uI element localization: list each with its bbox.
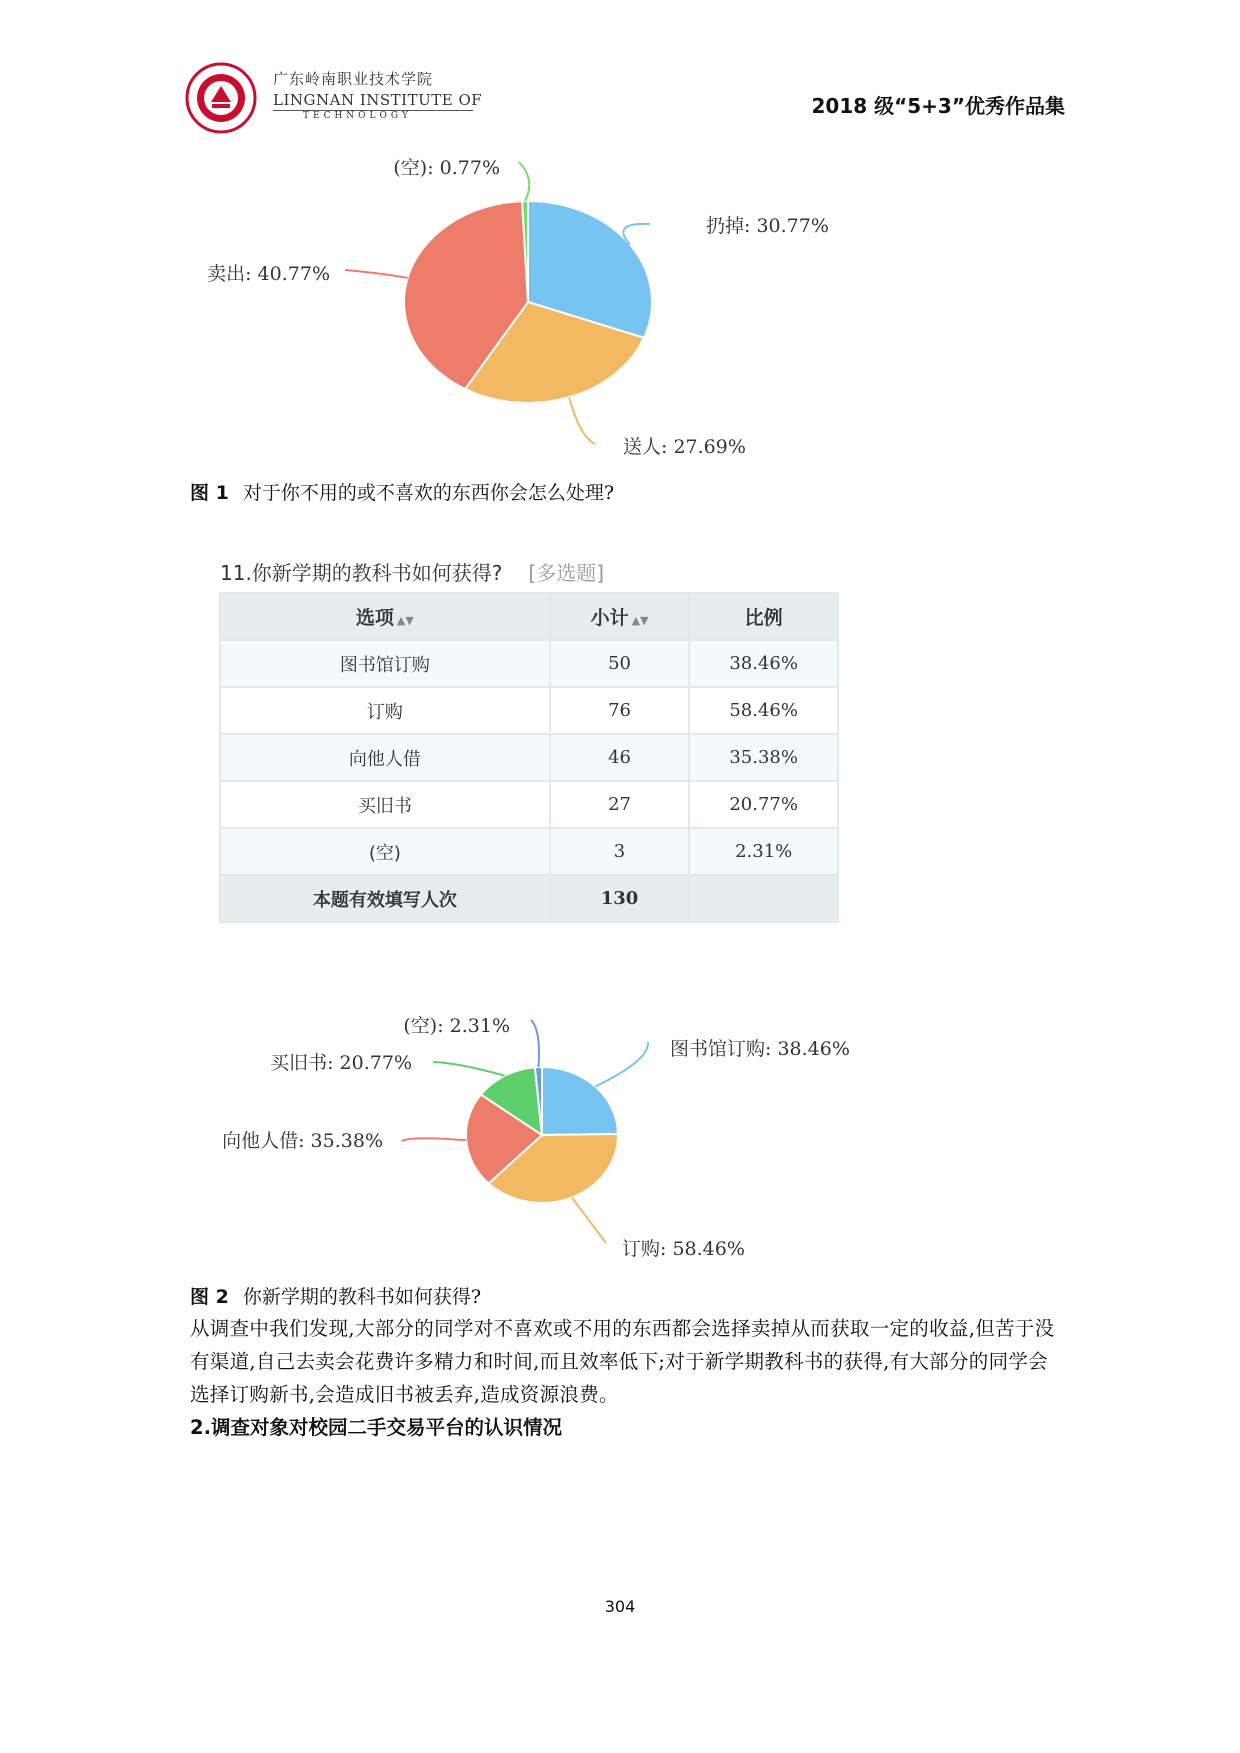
figure2-label: 图 2 xyxy=(190,1286,229,1308)
pie-data-label: 订购: 58.46% xyxy=(622,1238,745,1260)
option-cell: 订购 xyxy=(220,687,550,734)
sort-icon[interactable]: ▲▼ xyxy=(396,614,414,627)
figure1-pie-chart xyxy=(180,152,880,467)
sort-icon[interactable]: ▲▼ xyxy=(631,614,649,627)
figure2-caption-text: 你新学期的教科书如何获得? xyxy=(242,1286,482,1308)
question-title-text: 11.你新学期的教科书如何获得? xyxy=(220,561,503,585)
pie-data-label: 向他人借: 35.38% xyxy=(222,1130,383,1152)
table-header-row xyxy=(220,593,838,640)
option-cell: (空) xyxy=(220,828,550,875)
pie-data-label: (空): 2.31% xyxy=(403,1015,510,1037)
pie-leader-line xyxy=(433,1062,505,1076)
pie-slice xyxy=(542,1067,618,1135)
pie-leader-line xyxy=(595,1042,648,1087)
school-name-cn: 广东岭南职业技术学院 xyxy=(273,70,434,88)
total-label-cell: 本题有效填写人次 xyxy=(220,875,550,922)
total-count-cell: 130 xyxy=(550,875,690,922)
count-cell: 46 xyxy=(550,734,690,781)
figure2-caption xyxy=(190,1282,481,1309)
ratio-cell: 35.38% xyxy=(689,734,838,781)
school-name-en-line2: TECHNOLOGY xyxy=(273,110,473,121)
pie-leader-line xyxy=(519,162,529,201)
page-header xyxy=(185,62,1065,132)
page-number: 304 xyxy=(604,1597,636,1616)
column-header-count[interactable]: 小计 ▲▼ xyxy=(550,593,690,640)
pie-leader-line xyxy=(531,1020,539,1067)
question-title xyxy=(220,557,604,586)
table-row xyxy=(220,687,838,734)
table-row xyxy=(220,734,838,781)
pie-leader-line xyxy=(572,1198,606,1243)
school-logo xyxy=(185,62,257,134)
survey-results-table xyxy=(219,592,839,923)
pie-data-label: (空): 0.77% xyxy=(393,157,500,179)
column-header-ratio: 比例 xyxy=(689,593,838,640)
ratio-cell: 58.46% xyxy=(689,687,838,734)
count-cell: 50 xyxy=(550,640,690,687)
ratio-cell: 38.46% xyxy=(689,640,838,687)
ratio-cell: 20.77% xyxy=(689,781,838,828)
total-empty-cell xyxy=(689,875,838,922)
school-name-en: LINGNAN INSTITUTE OF xyxy=(273,91,483,109)
table-total-row xyxy=(220,875,838,922)
pie-leader-line xyxy=(569,397,595,444)
school-name-block xyxy=(273,68,482,121)
column-header-option[interactable]: 选项 ▲▼ xyxy=(220,593,550,640)
figure1-label: 图 1 xyxy=(190,482,229,504)
pie-data-label: 扔掉: 30.77% xyxy=(706,215,829,237)
count-cell: 76 xyxy=(550,687,690,734)
figure1-caption-text: 对于你不用的或不喜欢的东西你会怎么处理? xyxy=(242,482,615,504)
table-row xyxy=(220,781,838,828)
pie-data-label: 买旧书: 20.77% xyxy=(270,1052,412,1074)
count-cell: 3 xyxy=(550,828,690,875)
section-heading: 2.调查对象对校园二手交易平台的认识情况 xyxy=(190,1416,562,1439)
pie-data-label: 图书馆订购: 38.46% xyxy=(670,1038,850,1060)
pie-data-label: 卖出: 40.77% xyxy=(207,263,330,285)
option-cell: 买旧书 xyxy=(220,781,550,828)
pie-leader-line xyxy=(345,270,408,278)
question-type-tag: [多选题] xyxy=(528,561,605,585)
pie-leader-line xyxy=(623,224,650,245)
figure2-pie-chart xyxy=(180,1005,900,1280)
pie-leader-line xyxy=(402,1138,466,1141)
option-cell: 图书馆订购 xyxy=(220,640,550,687)
figure1-caption xyxy=(190,478,614,505)
collection-title: 2018 级“5+3”优秀作品集 xyxy=(811,94,1065,118)
pie-data-label: 送人: 27.69% xyxy=(623,436,746,458)
ratio-cell: 2.31% xyxy=(689,828,838,875)
analysis-paragraph: 从调查中我们发现,大部分的同学对不喜欢或不用的东西都会选择卖掉从而获取一定的收益,但苦于没有渠道,自己去卖会花费许多精力和时间,而且效率低下;对于新学期教科书的获得,有大部分的同学会选择订购新书,会造成旧书被丢弃,造成资源浪费。 xyxy=(190,1317,1055,1406)
count-cell: 27 xyxy=(550,781,690,828)
table-row xyxy=(220,828,838,875)
table-row xyxy=(220,640,838,687)
option-cell: 向他人借 xyxy=(220,734,550,781)
